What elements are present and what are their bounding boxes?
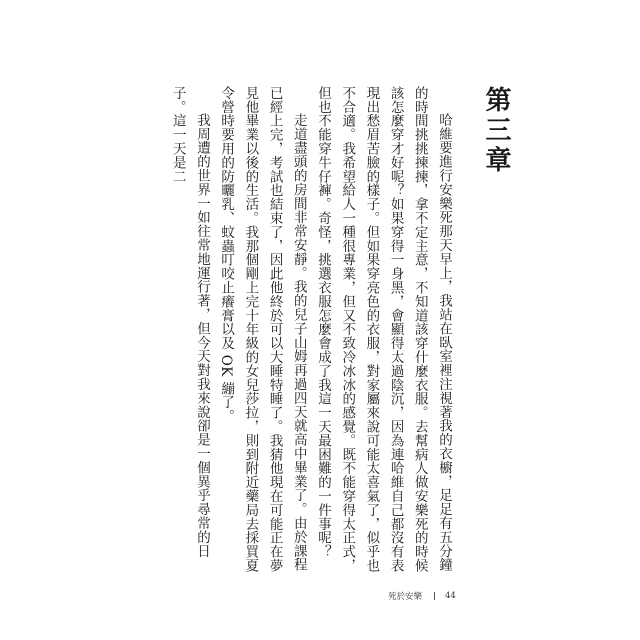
paragraph: 哈維要進行安樂死那天早上，我站在臥室裡注視著我的衣櫥，足足有五分鐘的時間挑挑揀揀，拿不定主意，不知道該穿什麼衣服。去幫病人做安樂死的時候該怎麼穿才好呢？如果穿得一身黑，會顯得太過陰沉，因為連哈維自己都沒有表現出愁眉苦臉的樣子。但如果穿亮色的衣服，對家屬來說可能太喜氣了，似乎也不合適。我希望給人一種很專業，但又不致冷冰冰的感覺。既不能穿得太正式，但也不能穿牛仔褲。奇怪，挑選衣服怎麼會成了我這一天最困難的一件事呢？ (314, 86, 452, 573)
chapter-title: 第三章 (481, 86, 511, 176)
paragraph: 走道盡頭的房間非常安靜。我的兒子山姆再過四天就高中畢業了。由於課程已經上完，考試也結束了，因此他終於可以大睡特睡了。我猜他現在可能正在夢見他畢業以後的生活。我那個剛上完十年級的女兒莎拉，則到附近藥局去採買夏令營時要用的防曬乳、蚊蟲叮咬止癢膏以及 OK 繃了。 (218, 86, 307, 573)
footer-divider (434, 592, 435, 600)
page-footer (388, 589, 508, 603)
paragraph: 我周遭的世界一如往常地運行著，但今天對我來說卻是一個異乎尋常的日子。這一天是二 (169, 86, 210, 558)
body-text (142, 86, 456, 576)
running-title: 死於安樂 (388, 592, 423, 602)
page-number: 44 (445, 591, 456, 601)
